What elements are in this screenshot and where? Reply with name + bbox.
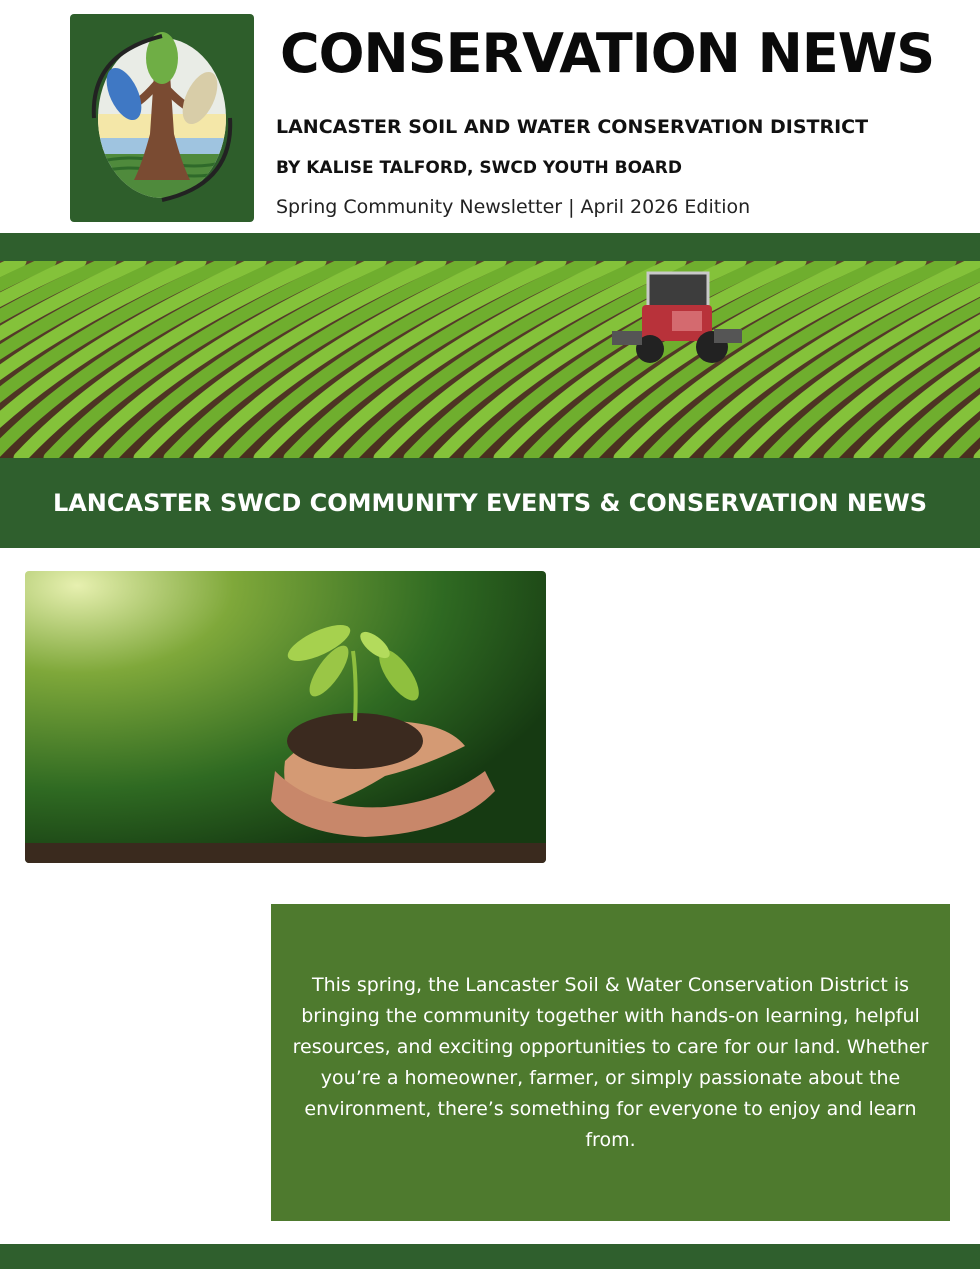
- seedling-illustration: [25, 571, 546, 863]
- intro-paragraph: This spring, the Lancaster Soil & Water Conservation District is bringing the community together with hands-on learning, helpful resources, and exciting opportunities to care for our land. Whether you’re a homeowner, farmer, or simply passionate about the environment, there’s something for everyone to enjoy and learn from.: [292, 973, 929, 1151]
- banner-heading: LANCASTER SWCD COMMUNITY EVENTS & CONSERVATION NEWS: [52, 489, 928, 517]
- seedling-hands-photo: [25, 571, 546, 863]
- author-byline: BY KALISE TALFORD, SWCD YOUTH BOARD: [276, 158, 682, 178]
- tree-logo-icon: [70, 14, 254, 222]
- edition-line: Spring Community Newsletter | April 2026 Edition: [276, 196, 751, 218]
- bottom-divider-bar: [0, 1244, 980, 1269]
- intro-box: [271, 904, 950, 1221]
- district-logo: [70, 14, 254, 222]
- top-divider-bar: [0, 233, 980, 261]
- section-banner: [0, 458, 980, 548]
- organization-name: LANCASTER SOIL AND WATER CONSERVATION DISTRICT: [276, 116, 869, 138]
- crop-field-illustration: [0, 261, 980, 458]
- hero-crop-field-image: [0, 261, 980, 458]
- newsletter-title: CONSERVATION NEWS: [280, 22, 935, 85]
